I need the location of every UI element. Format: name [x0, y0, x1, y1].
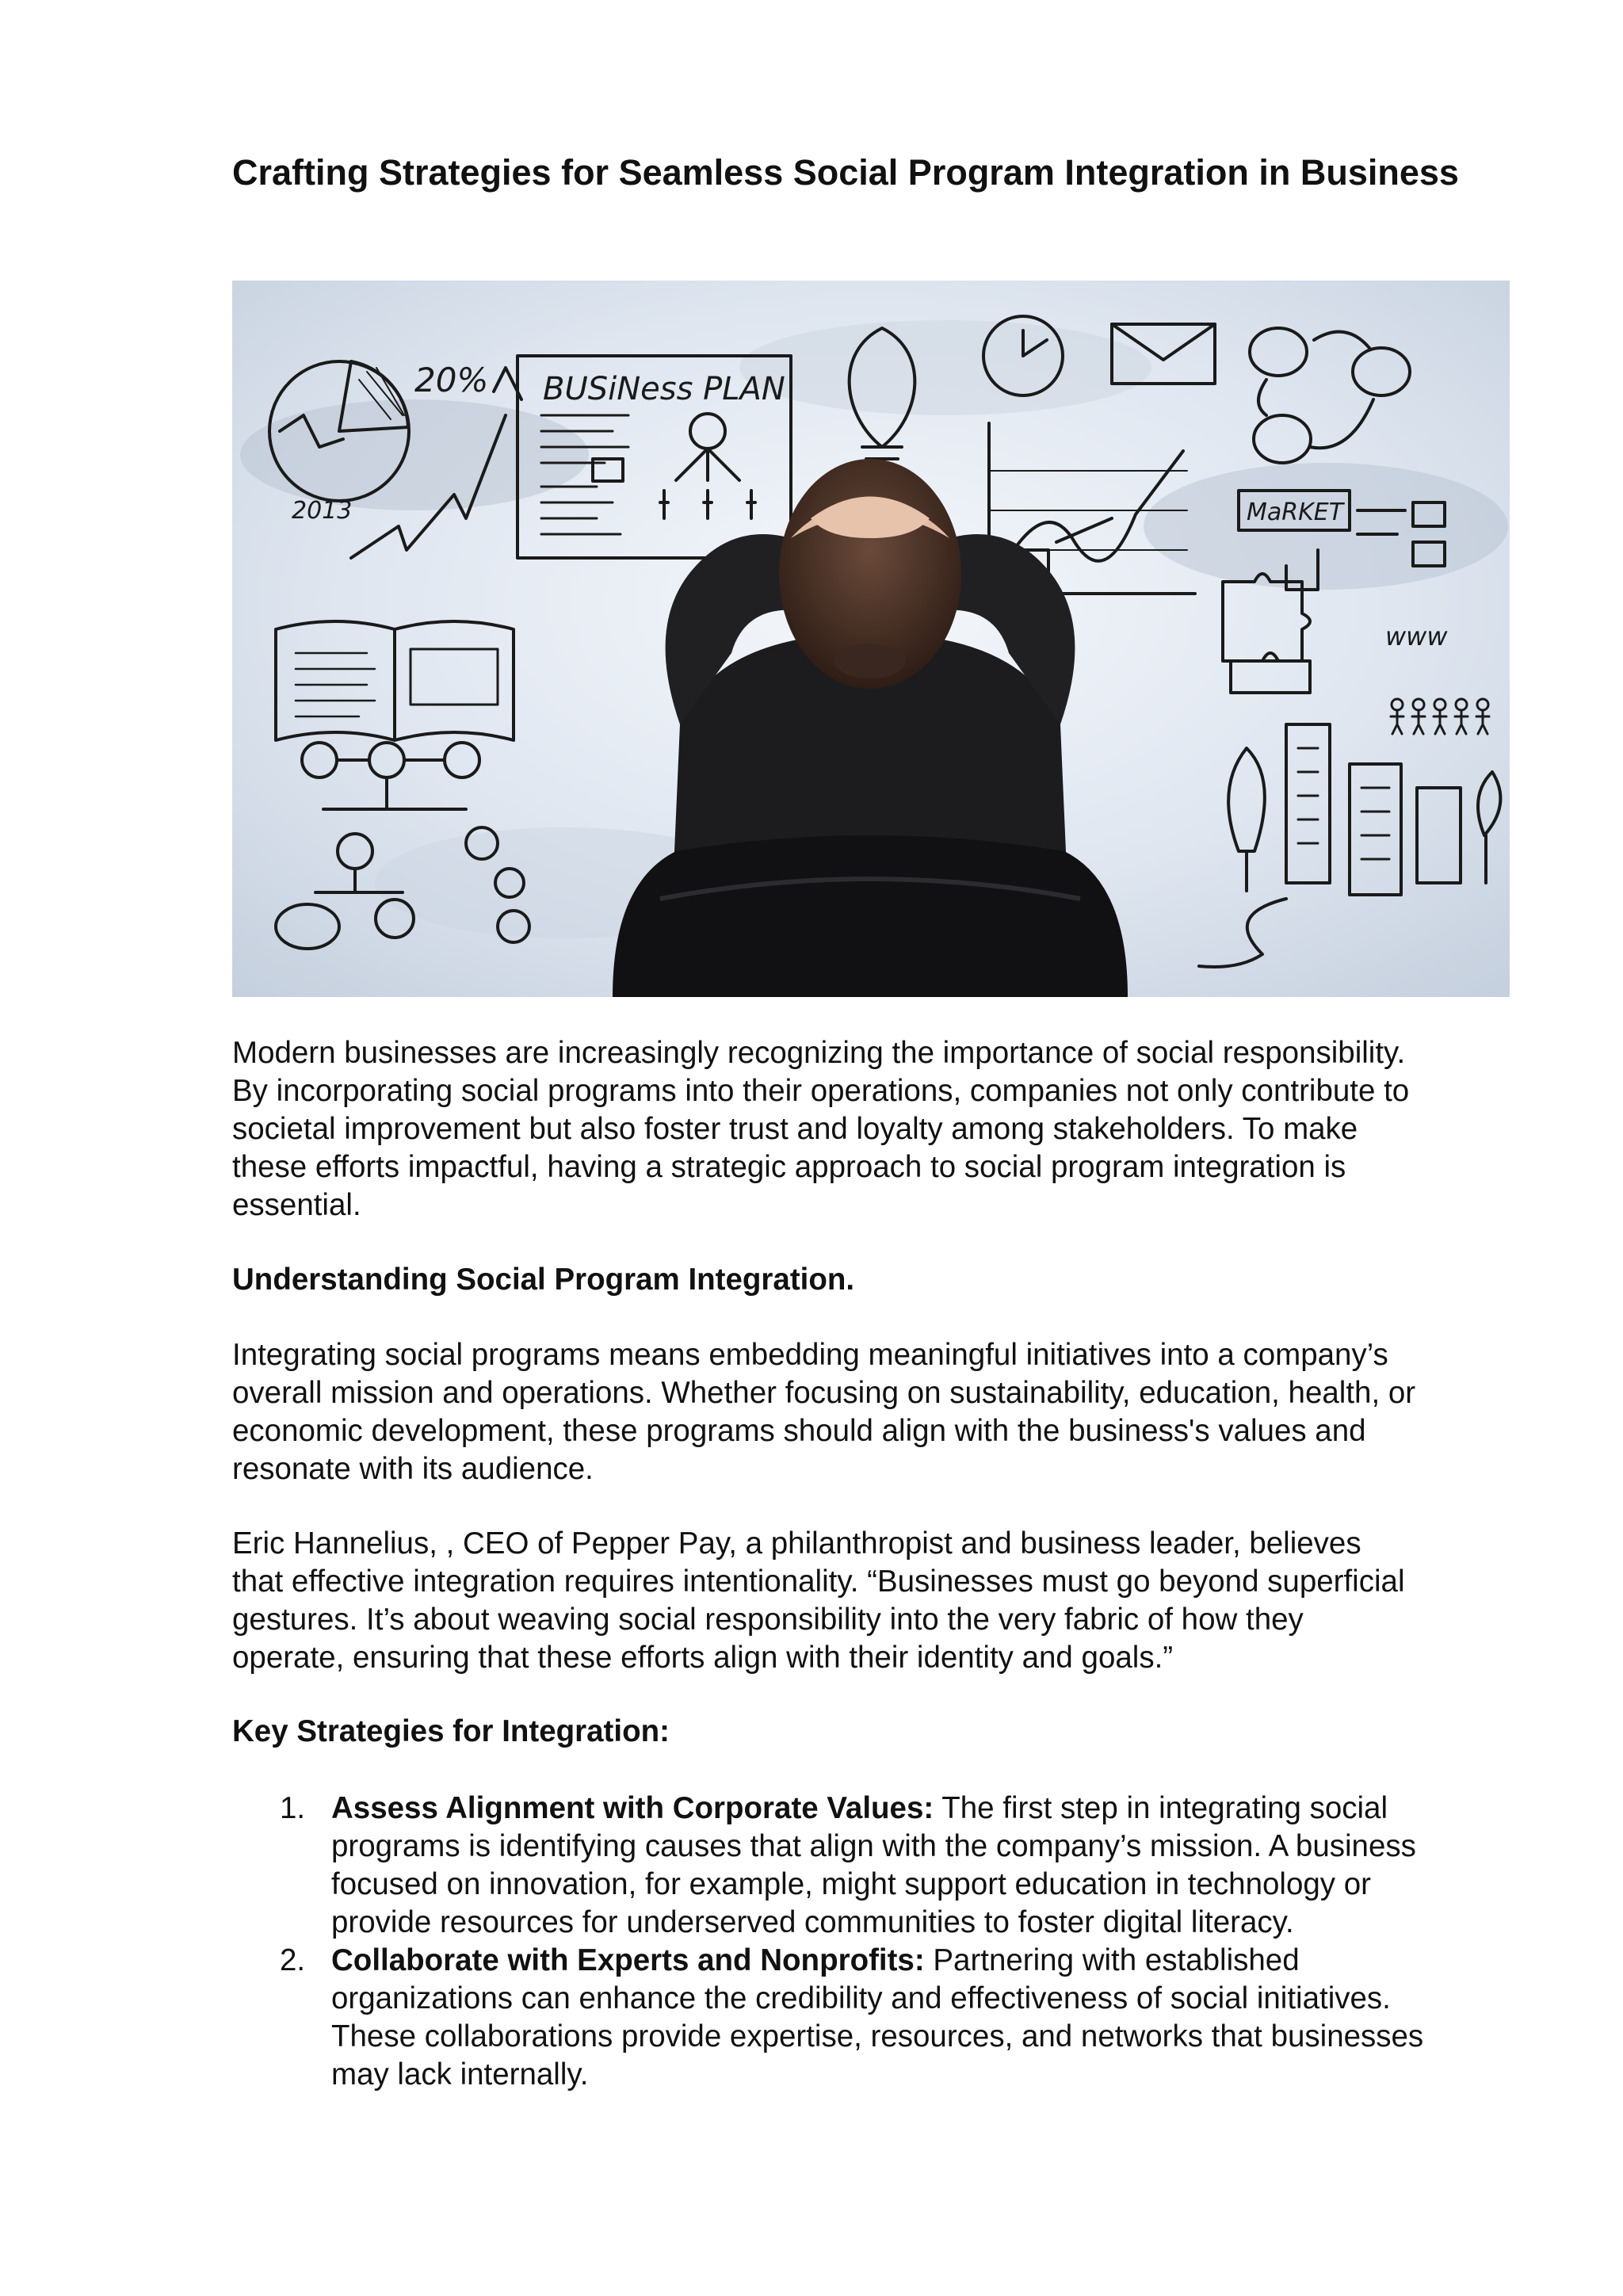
list-item — [232, 1790, 1532, 1942]
intro-section — [232, 1034, 1516, 1224]
section-heading: Key Strategies for Integration: — [232, 1714, 670, 1748]
chair-back — [613, 835, 1128, 997]
market-label: MaRKET — [1247, 499, 1344, 526]
pie-label: 20% — [414, 361, 489, 399]
plan-label: BUSiNess PLAN — [543, 371, 785, 407]
integration-paragraph: Integrating social programs means embedding meaningful initiatives into a company’s overall mission and operations. Whether focusing on sustainability, education, health, or economic development, these programs should align with the business's values and resonate with its audience. — [232, 1338, 1416, 1486]
understanding-section — [232, 1261, 1516, 1299]
year-label: 2013 — [292, 497, 353, 525]
integration-section — [232, 1336, 1516, 1488]
strategies-heading-section — [232, 1713, 1516, 1751]
article-title: Crafting Strategies for Seamless Social Program Integration in Business — [232, 152, 1459, 193]
strategy-text: Partnering with established organizations can enhance the credibility and effectiveness of social initiatives. These collaborations provide expertise, resources, and networks that businesses may lack internally. — [331, 1943, 1424, 2092]
strategy-text: The first step in integrating social programs is identifying causes that align with the company’s mission. A business focused on innovation, for example, might support education in technology or provide resources for underserved communities to foster digital literacy. — [331, 1791, 1416, 1939]
hero-image — [232, 281, 1510, 997]
web-label: www — [1385, 621, 1448, 651]
strategies-list — [232, 1790, 1532, 2094]
list-item — [232, 1942, 1532, 2094]
intro-paragraph: Modern businesses are increasingly recognizing the importance of social responsibility. By incorporating social programs into their operations, companies not only contribute to societal improvement but also foster trust and loyalty among stakeholders. To make these efforts impactful, having a strategic approach to social program integration is essential. — [232, 1036, 1410, 1222]
quote-section — [232, 1525, 1516, 1677]
list-number: 2. — [280, 1943, 306, 1977]
list-number: 1. — [280, 1791, 306, 1825]
strategy-title: Assess Alignment with Corporate Values: — [331, 1791, 934, 1825]
quote-paragraph: Eric Hannelius, , CEO of Pepper Pay, a philanthropist and business leader, believes that effective integration requires intentionality. “Businesses must go beyond superficial gestures. It’s about weaving social responsibility into the very fabric of how they operate, ensuring that these efforts align with their identity and goals.” — [232, 1526, 1405, 1675]
strategy-title: Collaborate with Experts and Nonprofits: — [331, 1943, 925, 1977]
section-heading: Understanding Social Program Integration. — [232, 1263, 855, 1297]
